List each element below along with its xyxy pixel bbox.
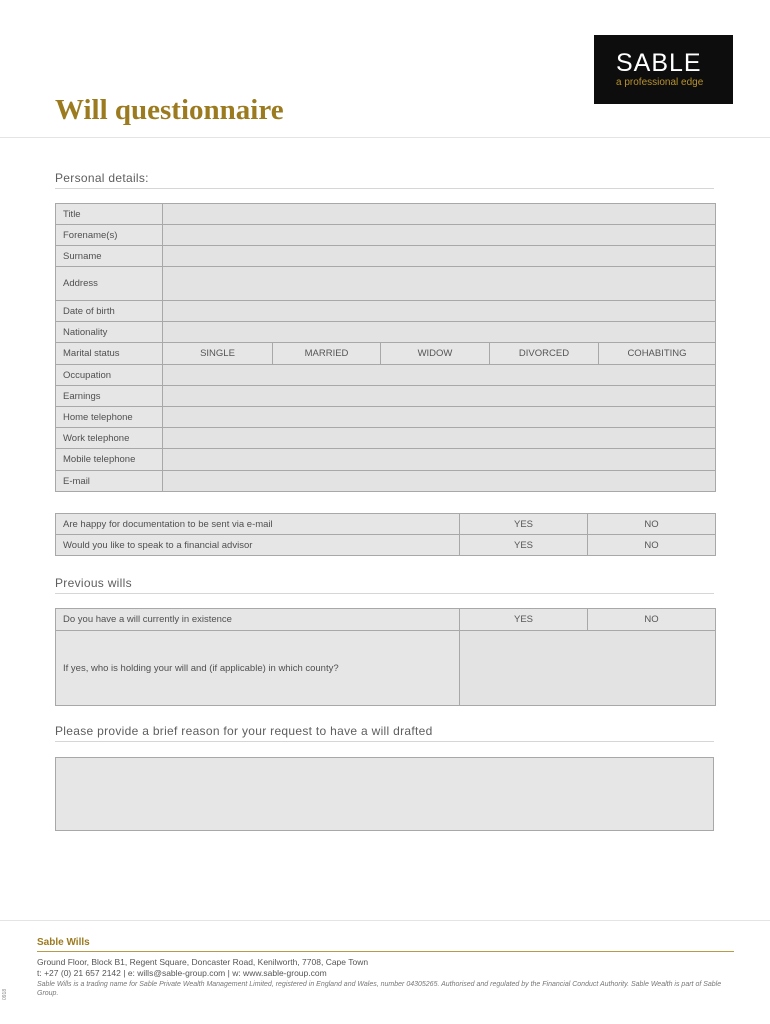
marital-option-widow[interactable]: WIDOW — [381, 343, 490, 365]
nationality-label: Nationality — [56, 322, 163, 343]
occupation-label: Occupation — [56, 365, 163, 386]
footer-divider — [0, 920, 770, 921]
earnings-field[interactable] — [163, 386, 716, 407]
table-row — [56, 301, 716, 322]
will-holder-question: If yes, who is holding your will and (if applicable) in which county? — [56, 631, 460, 706]
table-row — [56, 449, 716, 471]
preferences-table — [55, 513, 716, 556]
table-row — [56, 204, 716, 225]
table-row — [56, 267, 716, 301]
earnings-label: Earnings — [56, 386, 163, 407]
sable-logo — [594, 35, 733, 104]
address-label: Address — [56, 267, 163, 301]
marital-status-label: Marital status — [56, 343, 163, 365]
previous-wills-heading: Previous wills — [55, 576, 714, 594]
will-holder-field[interactable] — [460, 631, 716, 706]
footer — [37, 937, 734, 998]
table-row — [56, 535, 716, 556]
marital-option-married[interactable]: MARRIED — [273, 343, 381, 365]
surname-field[interactable] — [163, 246, 716, 267]
forenames-field[interactable] — [163, 225, 716, 246]
footer-legal: Sable Wills is a trading name for Sable Private Wealth Management Limited, registered in England and Wales, number 04305265. Authorised and regulated by the Financial Conduct Authority. Sable Wealth is part of Sable Group. — [37, 981, 722, 997]
existing-will-no[interactable]: NO — [588, 609, 716, 631]
existing-will-yes[interactable]: YES — [460, 609, 588, 631]
footer-company-name: Sable Wills — [37, 937, 734, 952]
advisor-yes[interactable]: YES — [460, 535, 588, 556]
table-row — [56, 246, 716, 267]
email-docs-yes[interactable]: YES — [460, 514, 588, 535]
personal-details-heading: Personal details: — [55, 171, 714, 189]
footer-address: Ground Floor, Block B1, Regent Square, Doncaster Road, Kenilworth, 7708, Cape Town — [37, 957, 369, 967]
marital-option-cohabiting[interactable]: COHABITING — [599, 343, 716, 365]
existing-will-question: Do you have a will currently in existence — [56, 609, 460, 631]
work-telephone-label: Work telephone — [56, 428, 163, 449]
table-row — [56, 428, 716, 449]
page-title: Will questionnaire — [55, 94, 284, 126]
dob-field[interactable] — [163, 301, 716, 322]
email-docs-no[interactable]: NO — [588, 514, 716, 535]
mobile-telephone-label: Mobile telephone — [56, 449, 163, 471]
advisor-question: Would you like to speak to a financial advisor — [56, 535, 460, 556]
document-code: 0918 — [2, 988, 8, 1000]
footer-contact: t: +27 (0) 21 657 2142 | e: wills@sable-group.com | w: www.sable-group.com — [37, 968, 327, 978]
table-row — [56, 322, 716, 343]
table-row — [56, 631, 716, 706]
personal-details-table — [55, 203, 716, 492]
reason-textbox[interactable] — [55, 757, 714, 831]
logo-tagline: a professional edge — [616, 77, 704, 88]
forenames-label: Forename(s) — [56, 225, 163, 246]
table-row — [56, 407, 716, 428]
home-telephone-label: Home telephone — [56, 407, 163, 428]
home-telephone-field[interactable] — [163, 407, 716, 428]
email-field[interactable] — [163, 471, 716, 492]
table-row — [56, 365, 716, 386]
logo-brand: SABLE — [616, 49, 702, 77]
table-row — [56, 225, 716, 246]
reason-heading: Please provide a brief reason for your request to have a will drafted — [55, 724, 714, 742]
mobile-telephone-field[interactable] — [163, 449, 716, 471]
work-telephone-field[interactable] — [163, 428, 716, 449]
email-label: E-mail — [56, 471, 163, 492]
title-label: Title — [56, 204, 163, 225]
occupation-field[interactable] — [163, 365, 716, 386]
table-row — [56, 471, 716, 492]
advisor-no[interactable]: NO — [588, 535, 716, 556]
surname-label: Surname — [56, 246, 163, 267]
marital-option-divorced[interactable]: DIVORCED — [490, 343, 599, 365]
header-divider — [0, 137, 770, 138]
table-row — [56, 514, 716, 535]
dob-label: Date of birth — [56, 301, 163, 322]
previous-wills-table — [55, 608, 716, 706]
email-docs-question: Are happy for documentation to be sent via e-mail — [56, 514, 460, 535]
nationality-field[interactable] — [163, 322, 716, 343]
table-row — [56, 386, 716, 407]
title-field[interactable] — [163, 204, 716, 225]
table-row — [56, 343, 716, 365]
address-field[interactable] — [163, 267, 716, 301]
table-row — [56, 609, 716, 631]
marital-option-single[interactable]: SINGLE — [163, 343, 273, 365]
